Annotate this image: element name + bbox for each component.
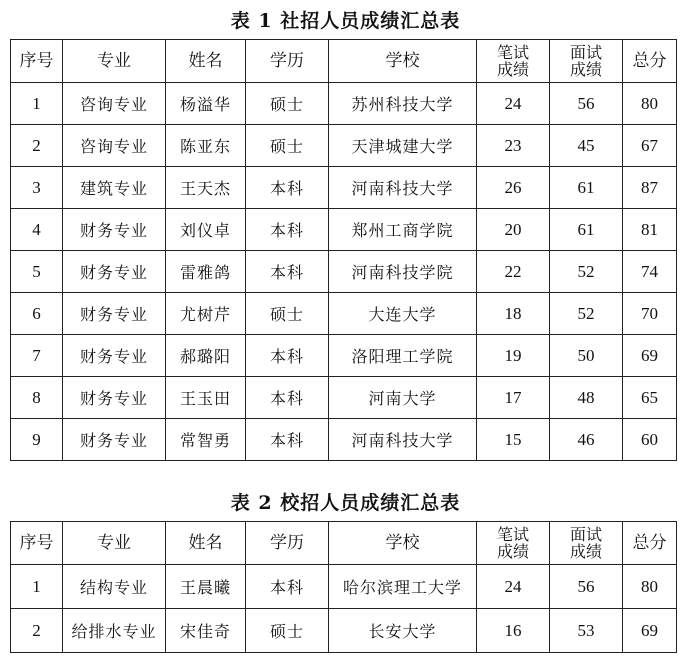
- cell-degree: 本科: [246, 167, 329, 209]
- cell-school: 河南科技大学: [329, 167, 477, 209]
- header-interview-score: 面试 成绩: [550, 522, 623, 565]
- cell-name: 王晨曦: [166, 565, 246, 609]
- header-major: 专业: [63, 522, 166, 565]
- cell-interview-score: 46: [550, 419, 623, 461]
- cell-total-score: 70: [623, 293, 677, 335]
- table-row: [11, 419, 677, 461]
- cell-serial: 2: [11, 609, 63, 653]
- table-row: [11, 377, 677, 419]
- cell-serial: 5: [11, 251, 63, 293]
- cell-name: 刘仪卓: [166, 209, 246, 251]
- table-row: [11, 293, 677, 335]
- cell-degree: 硕士: [246, 609, 329, 653]
- cell-major: 建筑专业: [63, 167, 166, 209]
- cell-major: 咨询专业: [63, 83, 166, 125]
- cell-serial: 2: [11, 125, 63, 167]
- header-name: 姓名: [166, 40, 246, 83]
- cell-written-score: 23: [477, 125, 550, 167]
- header-total-score: 总分: [623, 522, 677, 565]
- cell-total-score: 67: [623, 125, 677, 167]
- cell-degree: 硕士: [246, 293, 329, 335]
- cell-name: 雷雅鸽: [166, 251, 246, 293]
- cell-total-score: 60: [623, 419, 677, 461]
- cell-school: 哈尔滨理工大学: [329, 565, 477, 609]
- header-name: 姓名: [166, 522, 246, 565]
- table-1-title: 表 1 社招人员成绩汇总表: [230, 10, 461, 32]
- cell-school: 苏州科技大学: [329, 83, 477, 125]
- social-recruitment-table: [10, 39, 677, 461]
- table-row: [11, 125, 677, 167]
- cell-degree: 本科: [246, 251, 329, 293]
- cell-degree: 本科: [246, 209, 329, 251]
- table-row: [11, 565, 677, 609]
- cell-written-score: 24: [477, 83, 550, 125]
- cell-interview-score: 48: [550, 377, 623, 419]
- cell-name: 陈亚东: [166, 125, 246, 167]
- header-written-score: 笔试 成绩: [477, 522, 550, 565]
- cell-written-score: 19: [477, 335, 550, 377]
- cell-major: 财务专业: [63, 209, 166, 251]
- cell-interview-score: 61: [550, 209, 623, 251]
- cell-interview-score: 53: [550, 609, 623, 653]
- cell-written-score: 24: [477, 565, 550, 609]
- cell-total-score: 80: [623, 83, 677, 125]
- cell-school: 大连大学: [329, 293, 477, 335]
- cell-school: 河南科技学院: [329, 251, 477, 293]
- cell-serial: 9: [11, 419, 63, 461]
- cell-total-score: 69: [623, 609, 677, 653]
- cell-interview-score: 56: [550, 83, 623, 125]
- cell-total-score: 87: [623, 167, 677, 209]
- header-serial: 序号: [11, 40, 63, 83]
- cell-school: 河南科技大学: [329, 419, 477, 461]
- header-degree: 学历: [246, 522, 329, 565]
- cell-interview-score: 45: [550, 125, 623, 167]
- cell-written-score: 22: [477, 251, 550, 293]
- cell-major: 财务专业: [63, 293, 166, 335]
- cell-total-score: 81: [623, 209, 677, 251]
- table-row: [11, 335, 677, 377]
- header-written-score: 笔试 成绩: [477, 40, 550, 83]
- cell-name: 郝璐阳: [166, 335, 246, 377]
- header-degree: 学历: [246, 40, 329, 83]
- cell-name: 杨溢华: [166, 83, 246, 125]
- cell-serial: 6: [11, 293, 63, 335]
- cell-school: 郑州工商学院: [329, 209, 477, 251]
- cell-major: 给排水专业: [63, 609, 166, 653]
- cell-name: 王玉田: [166, 377, 246, 419]
- cell-degree: 本科: [246, 377, 329, 419]
- header-total-score: 总分: [623, 40, 677, 83]
- cell-serial: 1: [11, 83, 63, 125]
- table-header: [11, 40, 677, 83]
- table-row: [11, 83, 677, 125]
- header-school: 学校: [329, 522, 477, 565]
- cell-name: 常智勇: [166, 419, 246, 461]
- cell-interview-score: 56: [550, 565, 623, 609]
- cell-degree: 硕士: [246, 125, 329, 167]
- cell-total-score: 80: [623, 565, 677, 609]
- table-header: [11, 522, 677, 565]
- table-row: [11, 609, 677, 653]
- cell-name: 王天杰: [166, 167, 246, 209]
- header-interview-score: 面试 成绩: [550, 40, 623, 83]
- cell-major: 咨询专业: [63, 125, 166, 167]
- cell-school: 长安大学: [329, 609, 477, 653]
- cell-degree: 本科: [246, 335, 329, 377]
- cell-interview-score: 52: [550, 251, 623, 293]
- header-serial: 序号: [11, 522, 63, 565]
- table-body: [11, 565, 677, 653]
- cell-total-score: 74: [623, 251, 677, 293]
- table-row: [11, 167, 677, 209]
- cell-name: 尤树芹: [166, 293, 246, 335]
- cell-serial: 3: [11, 167, 63, 209]
- cell-total-score: 69: [623, 335, 677, 377]
- cell-school: 河南大学: [329, 377, 477, 419]
- table-2-title: 表 2 校招人员成绩汇总表: [230, 492, 461, 514]
- cell-total-score: 65: [623, 377, 677, 419]
- cell-written-score: 17: [477, 377, 550, 419]
- table-body: [11, 83, 677, 461]
- cell-written-score: 18: [477, 293, 550, 335]
- cell-major: 财务专业: [63, 377, 166, 419]
- cell-written-score: 26: [477, 167, 550, 209]
- campus-recruitment-table: [10, 521, 677, 653]
- cell-written-score: 15: [477, 419, 550, 461]
- cell-serial: 7: [11, 335, 63, 377]
- table-row: [11, 251, 677, 293]
- cell-name: 宋佳奇: [166, 609, 246, 653]
- cell-interview-score: 52: [550, 293, 623, 335]
- cell-major: 财务专业: [63, 419, 166, 461]
- cell-serial: 8: [11, 377, 63, 419]
- cell-degree: 本科: [246, 565, 329, 609]
- cell-major: 财务专业: [63, 251, 166, 293]
- cell-school: 天津城建大学: [329, 125, 477, 167]
- cell-interview-score: 50: [550, 335, 623, 377]
- header-major: 专业: [63, 40, 166, 83]
- cell-serial: 4: [11, 209, 63, 251]
- cell-school: 洛阳理工学院: [329, 335, 477, 377]
- header-school: 学校: [329, 40, 477, 83]
- cell-interview-score: 61: [550, 167, 623, 209]
- cell-serial: 1: [11, 565, 63, 609]
- cell-degree: 本科: [246, 419, 329, 461]
- cell-major: 结构专业: [63, 565, 166, 609]
- cell-degree: 硕士: [246, 83, 329, 125]
- cell-written-score: 16: [477, 609, 550, 653]
- cell-written-score: 20: [477, 209, 550, 251]
- cell-major: 财务专业: [63, 335, 166, 377]
- table-row: [11, 209, 677, 251]
